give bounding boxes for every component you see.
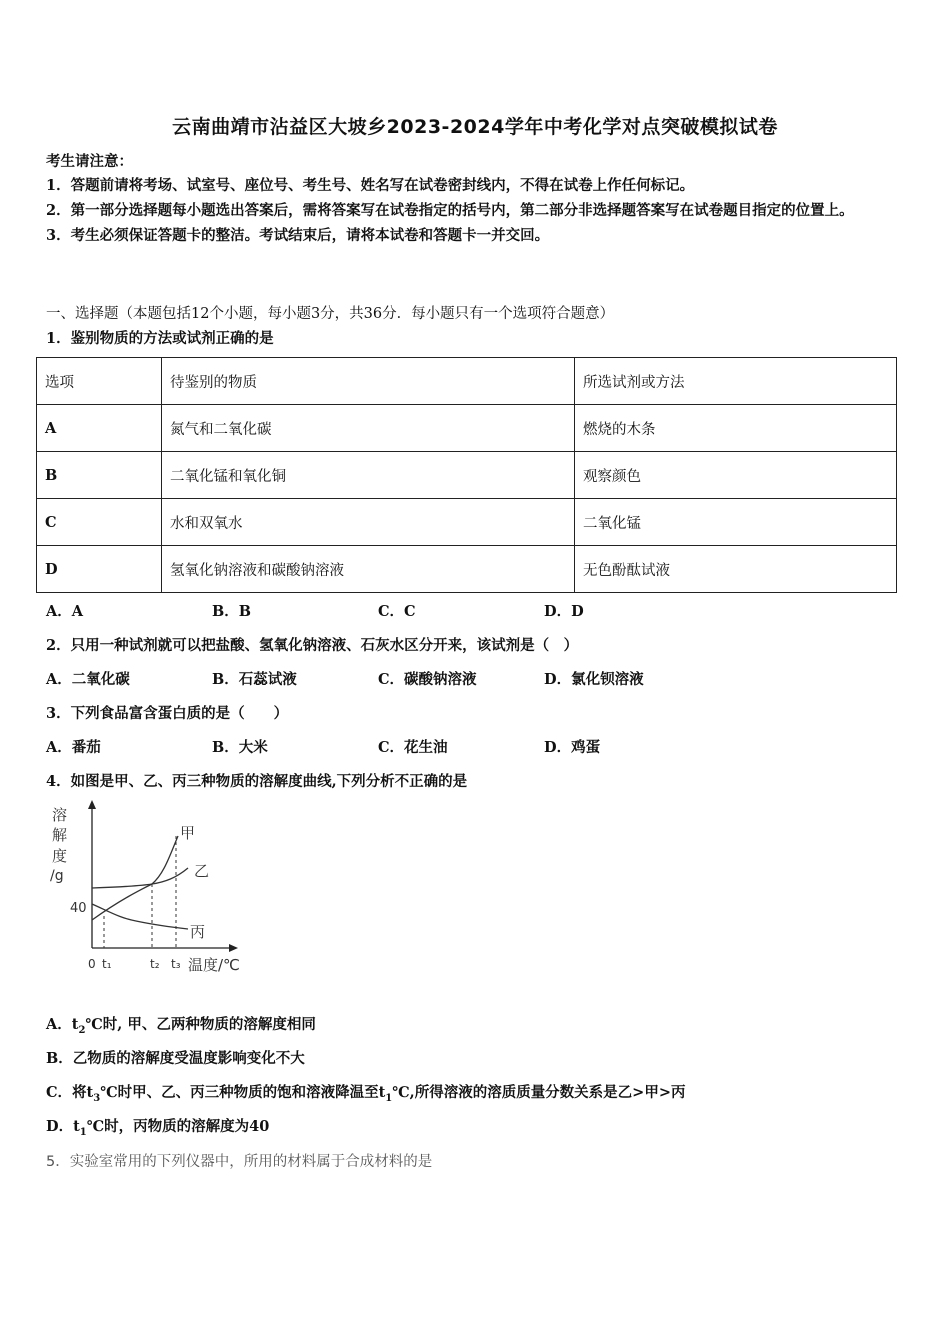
x-axis-arrow (229, 944, 238, 952)
table-cell: 水和双氧水 (162, 499, 575, 546)
y-tick-label: 40 (70, 901, 87, 916)
q1-stem: 1．鉴别物质的方法或试剂正确的是 (46, 330, 274, 347)
table-header-cell: 选项 (37, 358, 162, 405)
option-text: C．将t (46, 1084, 94, 1101)
series-label: 丙 (190, 923, 206, 941)
option-c[interactable]: C．碳酸钠溶液 (378, 671, 477, 688)
notice-item: 2．第一部分选择题每小题选出答案后，需将答案写在试卷指定的括号内，第二部分非选择题答案写在试卷题目指定的位置上。 (46, 202, 854, 219)
table-cell: 二氧化锰和氧化铜 (162, 452, 575, 499)
table-cell: 无色酚酞试液 (575, 546, 897, 593)
option-a[interactable]: A．二氧化碳 (46, 671, 130, 688)
x-tick-label: t₃ (171, 957, 181, 971)
q4-option-b[interactable] (46, 1047, 305, 1068)
table-cell: 氢氧化钠溶液和碳酸钠溶液 (162, 546, 575, 593)
q3-stem: 3．下列食品富含蛋白质的是（ ） (46, 705, 289, 722)
notice-heading: 考生请注意： (46, 153, 133, 170)
table-cell: 观察颜色 (575, 452, 897, 499)
option-text: B．乙物质的溶解度受温度影响变化不大 (46, 1050, 305, 1067)
y-label-char: 溶 (52, 806, 68, 824)
option-a[interactable]: A．A (46, 603, 84, 620)
q3-options (46, 736, 710, 757)
series-label: 甲 (180, 824, 196, 842)
series-yi-curve (92, 868, 188, 888)
subscript: 1 (79, 1126, 87, 1138)
x-tick-label: t₂ (150, 957, 160, 971)
table-row (37, 405, 897, 452)
subscript: 1 (385, 1092, 393, 1104)
y-label-char: /g (50, 868, 64, 884)
table-header-cell: 待鉴别的物质 (162, 358, 575, 405)
y-label-char: 度 (52, 847, 68, 865)
page-title: 云南曲靖市沾益区大坡乡2023-2024学年中考化学对点突破模拟试卷 (172, 116, 778, 138)
q5-stem: 5．实验室常用的下列仪器中，所用的材料属于合成材料的是 (46, 1154, 433, 1170)
option-c[interactable]: C．C (378, 603, 416, 620)
table-row (37, 546, 897, 593)
option-d[interactable]: D．氯化钡溶液 (544, 671, 644, 688)
series-bing-curve (92, 904, 188, 929)
table-header-cell: 所选试剂或方法 (575, 358, 897, 405)
q1-options (46, 600, 710, 621)
option-text: D．t (46, 1118, 80, 1135)
y-axis-arrow (88, 800, 96, 809)
table-cell: C (37, 499, 162, 546)
notice-item: 1．答题前请将考场、试室号、座位号、考生号、姓名写在试卷密封线内，不得在试卷上作任何标记。 (46, 177, 695, 194)
table-cell: D (37, 546, 162, 593)
option-a[interactable]: A．番茄 (46, 739, 101, 756)
option-text: ℃时, 甲、乙两种物质的溶解度相同 (85, 1016, 316, 1033)
solubility-chart (40, 800, 250, 980)
notice-item: 3．考生必须保证答题卡的整洁。考试结束后，请将本试卷和答题卡一并交回。 (46, 227, 550, 244)
q4-option-d[interactable] (46, 1115, 269, 1138)
y-label-char: 解 (52, 826, 68, 844)
q4-option-c[interactable] (46, 1081, 686, 1104)
option-text: ℃时甲、乙、丙三种物质的饱和溶液降温至t (100, 1084, 386, 1101)
q4-stem: 4．如图是甲、乙、丙三种物质的溶解度曲线,下列分析不正确的是 (46, 773, 468, 790)
table-cell: 氮气和二氧化碳 (162, 405, 575, 452)
q1-table (36, 357, 897, 593)
option-d[interactable]: D．D (544, 603, 584, 620)
series-label: 乙 (194, 862, 210, 880)
table-row (37, 452, 897, 499)
table-cell: 燃烧的木条 (575, 405, 897, 452)
option-text: ℃时，丙物质的溶解度为40 (86, 1118, 270, 1135)
q2-stem: 2．只用一种试剂就可以把盐酸、氢氧化钠溶液、石灰水区分开来，该试剂是（ ） (46, 637, 579, 654)
section-heading: 一、选择题（本题包括12个小题，每小题3分，共36分．每小题只有一个选项符合题意） (46, 306, 615, 322)
notice-list (46, 173, 906, 248)
option-c[interactable]: C．花生油 (378, 739, 448, 756)
q2-options (46, 668, 710, 689)
option-text: A．t (46, 1016, 79, 1033)
table-cell: 二氧化锰 (575, 499, 897, 546)
option-b[interactable]: B．石蕊试液 (212, 671, 297, 688)
option-b[interactable]: B．大米 (212, 739, 268, 756)
table-cell: B (37, 452, 162, 499)
subscript: 2 (78, 1024, 86, 1036)
x-tick-label: t₁ (102, 957, 112, 971)
option-d[interactable]: D．鸡蛋 (544, 739, 601, 756)
q4-option-a[interactable] (46, 1013, 316, 1036)
table-header-row (37, 358, 897, 405)
x-tick-label: 0 (88, 957, 96, 971)
table-cell: A (37, 405, 162, 452)
x-axis-label: 温度/℃ (188, 956, 240, 974)
option-b[interactable]: B．B (212, 603, 252, 620)
subscript: 3 (93, 1092, 101, 1104)
table-row (37, 499, 897, 546)
option-text: ℃,所得溶液的溶质质量分数关系是乙>甲>丙 (392, 1084, 686, 1101)
series-jia-curve (92, 836, 178, 920)
